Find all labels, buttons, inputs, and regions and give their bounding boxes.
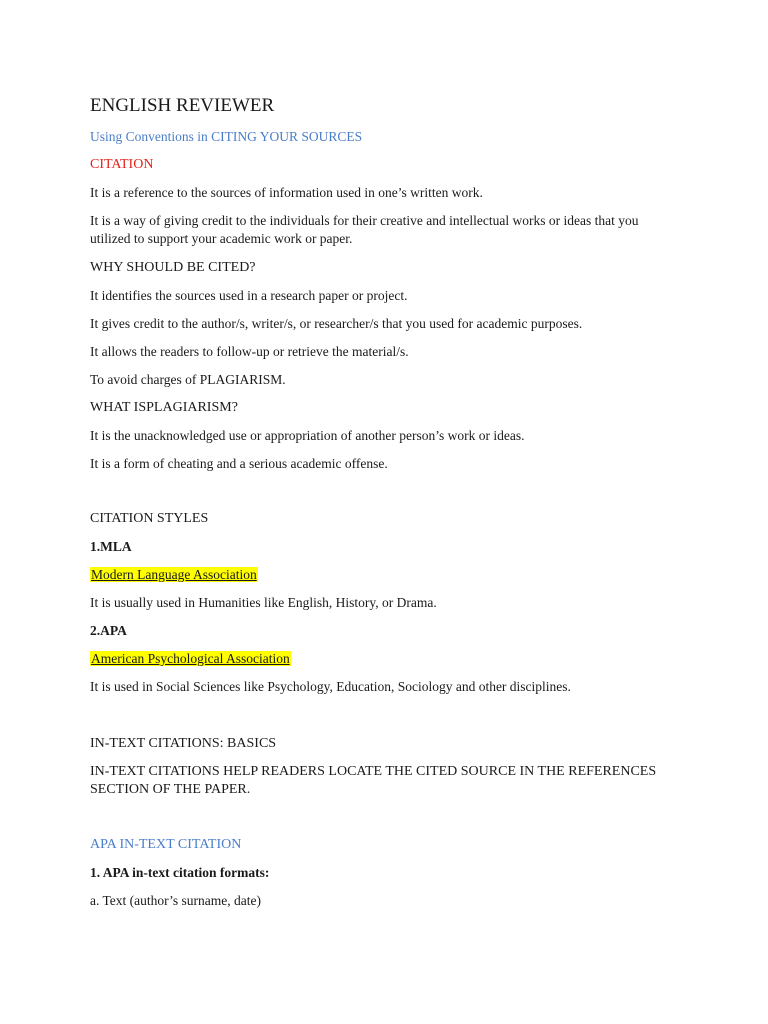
citation-definition-2: It is a way of giving credit to the individuals for their creative and intellectual works or ideas that you utilized to support your academic work or paper.: [90, 213, 639, 246]
apa-label: 2.APA: [90, 623, 127, 638]
mla-description: It is usually used in Humanities like English, History, or Drama.: [90, 595, 437, 610]
mla-name-row: [90, 566, 690, 584]
apa-full-name: American Psychological Association: [91, 651, 290, 666]
mla-label: 1.MLA: [90, 539, 132, 554]
document-title: ENGLISH REVIEWER: [90, 95, 275, 116]
apa-formats-heading: 1. APA in-text citation formats:: [90, 865, 270, 880]
citation-definition-1: It is a reference to the sources of information used in one’s written work.: [90, 185, 483, 200]
mla-full-name: Modern Language Association: [91, 567, 257, 582]
citation-styles-heading: CITATION STYLES: [90, 511, 209, 526]
apa-format-a: a. Text (author’s surname, date): [90, 893, 261, 908]
why-item-1: It identifies the sources used in a research paper or project.: [90, 288, 408, 303]
plagiarism-item-2: It is a form of cheating and a serious academic offense.: [90, 456, 388, 471]
apa-description: It is used in Social Sciences like Psychology, Education, Sociology and other disciplines.: [90, 679, 571, 694]
why-cited-heading: WHY SHOULD BE CITED?: [90, 260, 256, 275]
apa-intext-heading: APA IN-TEXT CITATION: [90, 837, 242, 852]
why-item-3: It allows the readers to follow-up or retrieve the material/s.: [90, 344, 409, 359]
why-item-2: It gives credit to the author/s, writer/s, or researcher/s that you used for academic purposes.: [90, 316, 583, 331]
why-item-4: To avoid charges of PLAGIARISM.: [90, 372, 286, 387]
plagiarism-heading: WHAT ISPLAGIARISM?: [90, 400, 238, 415]
intext-basics-body: IN-TEXT CITATIONS HELP READERS LOCATE THE CITED SOURCE IN THE REFERENCES SECTION OF THE PAPER.: [90, 764, 657, 797]
apa-name-row: [90, 650, 690, 668]
citation-heading: CITATION: [90, 157, 154, 172]
intext-basics-heading: IN-TEXT CITATIONS: BASICS: [90, 736, 277, 751]
plagiarism-item-1: It is the unacknowledged use or appropriation of another person’s work or ideas.: [90, 428, 525, 443]
document-subtitle: Using Conventions in CITING YOUR SOURCES: [90, 129, 363, 144]
